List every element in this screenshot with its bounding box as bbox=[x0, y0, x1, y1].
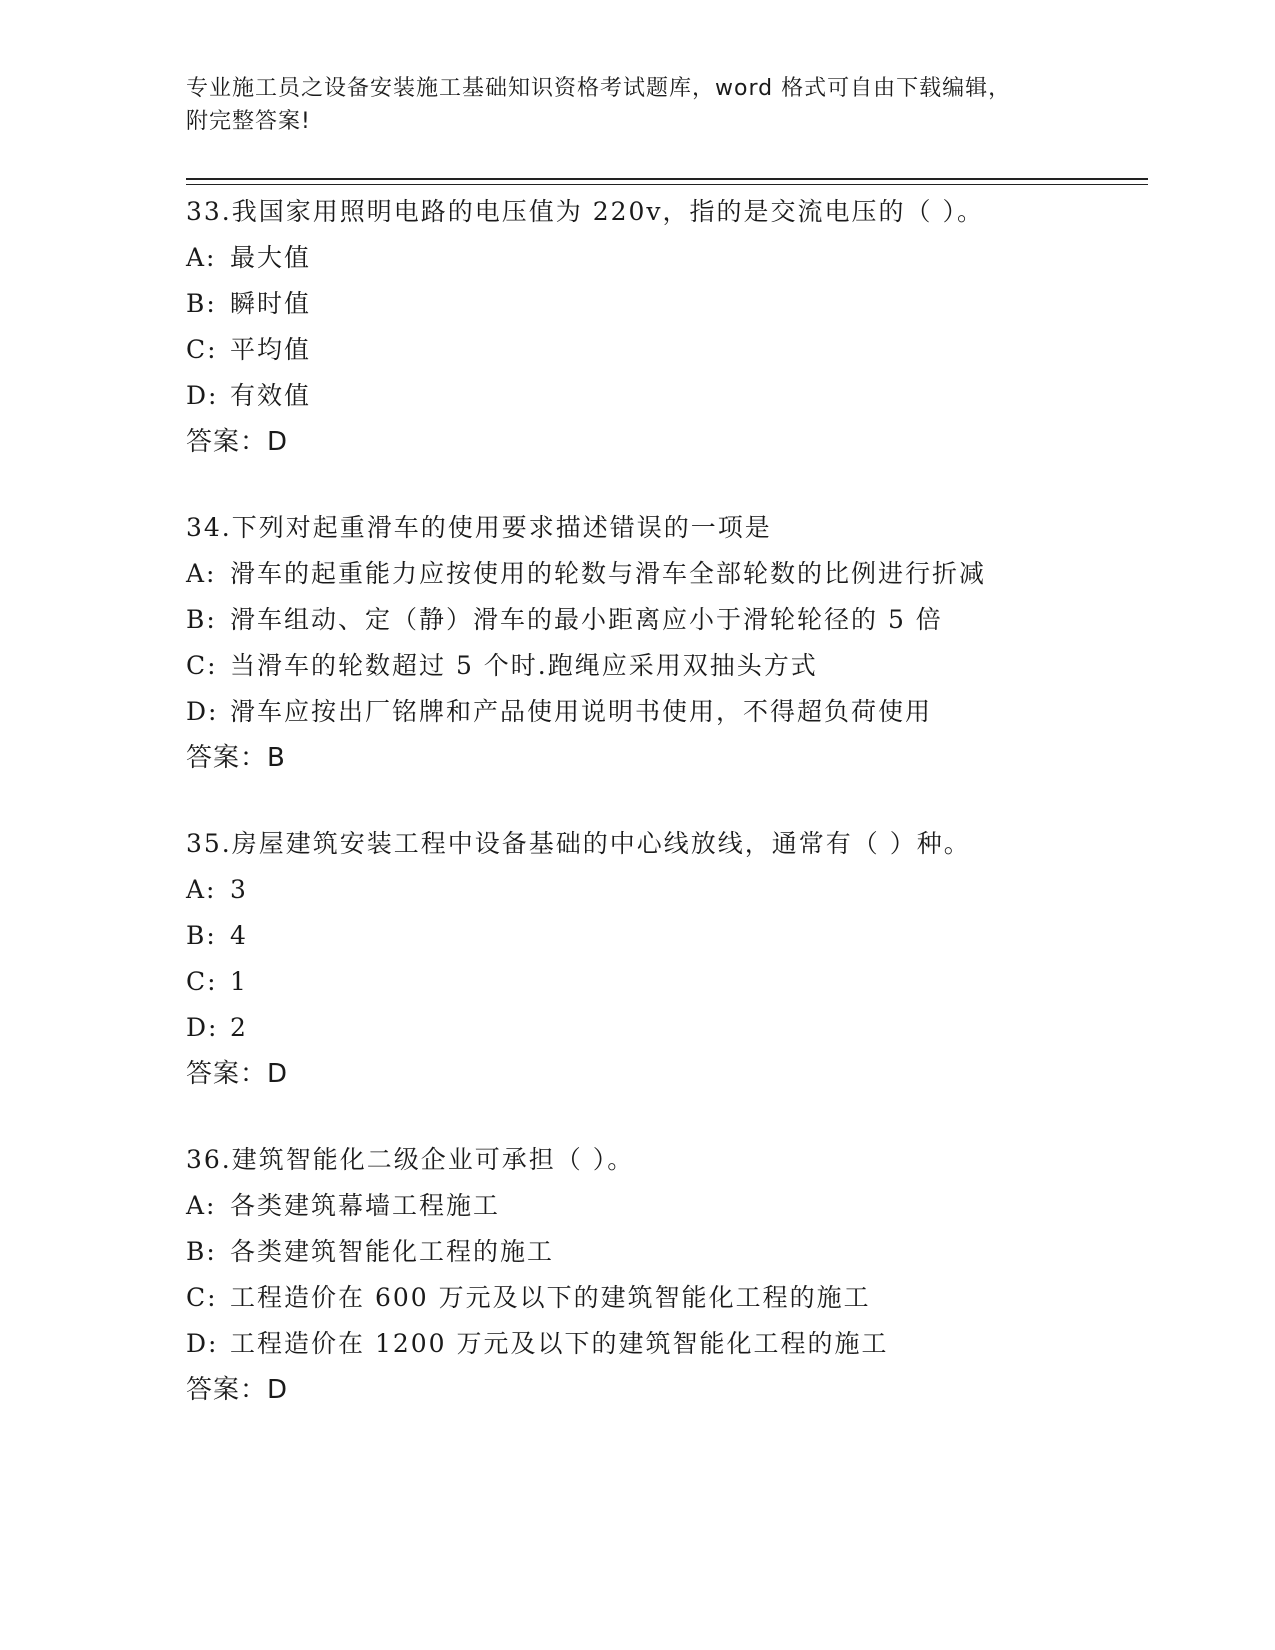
answer: 答案：B bbox=[186, 743, 286, 773]
option-text: 当滑车的轮数超过 5 个时.跑绳应采用双抽头方式 bbox=[230, 651, 818, 680]
option-letter: A: bbox=[186, 875, 217, 904]
option-c bbox=[186, 643, 1146, 689]
option-letter: A: bbox=[186, 243, 217, 272]
question-text: 36.建筑智能化二级企业可承担（ ）。 bbox=[186, 1145, 635, 1174]
option-letter: B: bbox=[186, 605, 217, 634]
option-b bbox=[186, 281, 1146, 327]
option-letter: A: bbox=[186, 559, 217, 588]
question-36 bbox=[186, 1137, 1146, 1413]
question-text: 33.我国家用照明电路的电压值为 220v，指的是交流电压的（ ）。 bbox=[186, 197, 984, 226]
option-b bbox=[186, 1229, 1146, 1275]
option-a bbox=[186, 235, 1146, 281]
answer: 答案：D bbox=[186, 1375, 289, 1405]
option-letter: C: bbox=[186, 335, 218, 364]
option-text: 滑车组动、定（静）滑车的最小距离应小于滑轮轮径的 5 倍 bbox=[230, 605, 943, 634]
option-letter: D: bbox=[186, 697, 219, 726]
option-text: 最大值 bbox=[230, 243, 312, 272]
question-text: 34.下列对起重滑车的使用要求描述错误的一项是 bbox=[186, 513, 772, 542]
answer: 答案：D bbox=[186, 1059, 289, 1089]
option-text: 各类建筑智能化工程的施工 bbox=[230, 1237, 555, 1266]
option-c bbox=[186, 1275, 1146, 1321]
option-d bbox=[186, 1321, 1146, 1367]
option-a bbox=[186, 1183, 1146, 1229]
option-letter: C: bbox=[186, 651, 218, 680]
option-text: 3 bbox=[230, 875, 248, 904]
option-letter: C: bbox=[186, 1283, 218, 1312]
option-text: 工程造价在 1200 万元及以下的建筑智能化工程的施工 bbox=[230, 1329, 889, 1358]
question-35 bbox=[186, 821, 1146, 1097]
option-letter: D: bbox=[186, 1013, 219, 1042]
option-letter: A: bbox=[186, 1191, 217, 1220]
option-letter: B: bbox=[186, 921, 217, 950]
option-c bbox=[186, 327, 1146, 373]
document-header bbox=[186, 72, 1086, 138]
option-a bbox=[186, 551, 1146, 597]
option-text: 滑车应按出厂铭牌和产品使用说明书使用，不得超负荷使用 bbox=[230, 697, 933, 726]
answer: 答案：D bbox=[186, 427, 289, 457]
question-text: 35.房屋建筑安装工程中设备基础的中心线放线，通常有（ ）种。 bbox=[186, 829, 971, 858]
option-letter: B: bbox=[186, 289, 217, 318]
question-34 bbox=[186, 505, 1146, 781]
header-line-2: 附完整答案! bbox=[186, 109, 311, 134]
option-d bbox=[186, 1005, 1146, 1051]
option-d bbox=[186, 373, 1146, 419]
option-text: 工程造价在 600 万元及以下的建筑智能化工程的施工 bbox=[230, 1283, 871, 1312]
option-text: 滑车的起重能力应按使用的轮数与滑车全部轮数的比例进行折减 bbox=[230, 559, 987, 588]
option-d bbox=[186, 689, 1146, 735]
option-text: 有效值 bbox=[230, 381, 312, 410]
option-text: 1 bbox=[230, 967, 248, 996]
option-a bbox=[186, 867, 1146, 913]
option-text: 4 bbox=[230, 921, 248, 950]
option-b bbox=[186, 913, 1146, 959]
header-divider-thick bbox=[186, 178, 1148, 180]
option-letter: D: bbox=[186, 381, 219, 410]
option-letter: D: bbox=[186, 1329, 219, 1358]
option-letter: B: bbox=[186, 1237, 217, 1266]
option-text: 瞬时值 bbox=[230, 289, 312, 318]
option-letter: C: bbox=[186, 967, 218, 996]
option-text: 各类建筑幕墙工程施工 bbox=[230, 1191, 501, 1220]
option-text: 2 bbox=[230, 1013, 248, 1042]
option-text: 平均值 bbox=[230, 335, 312, 364]
option-c bbox=[186, 959, 1146, 1005]
question-33 bbox=[186, 189, 1146, 465]
header-line-1: 专业施工员之设备安装施工基础知识资格考试题库，word 格式可自由下载编辑， bbox=[186, 76, 1012, 101]
header-divider-thin bbox=[186, 184, 1148, 185]
option-b bbox=[186, 597, 1146, 643]
